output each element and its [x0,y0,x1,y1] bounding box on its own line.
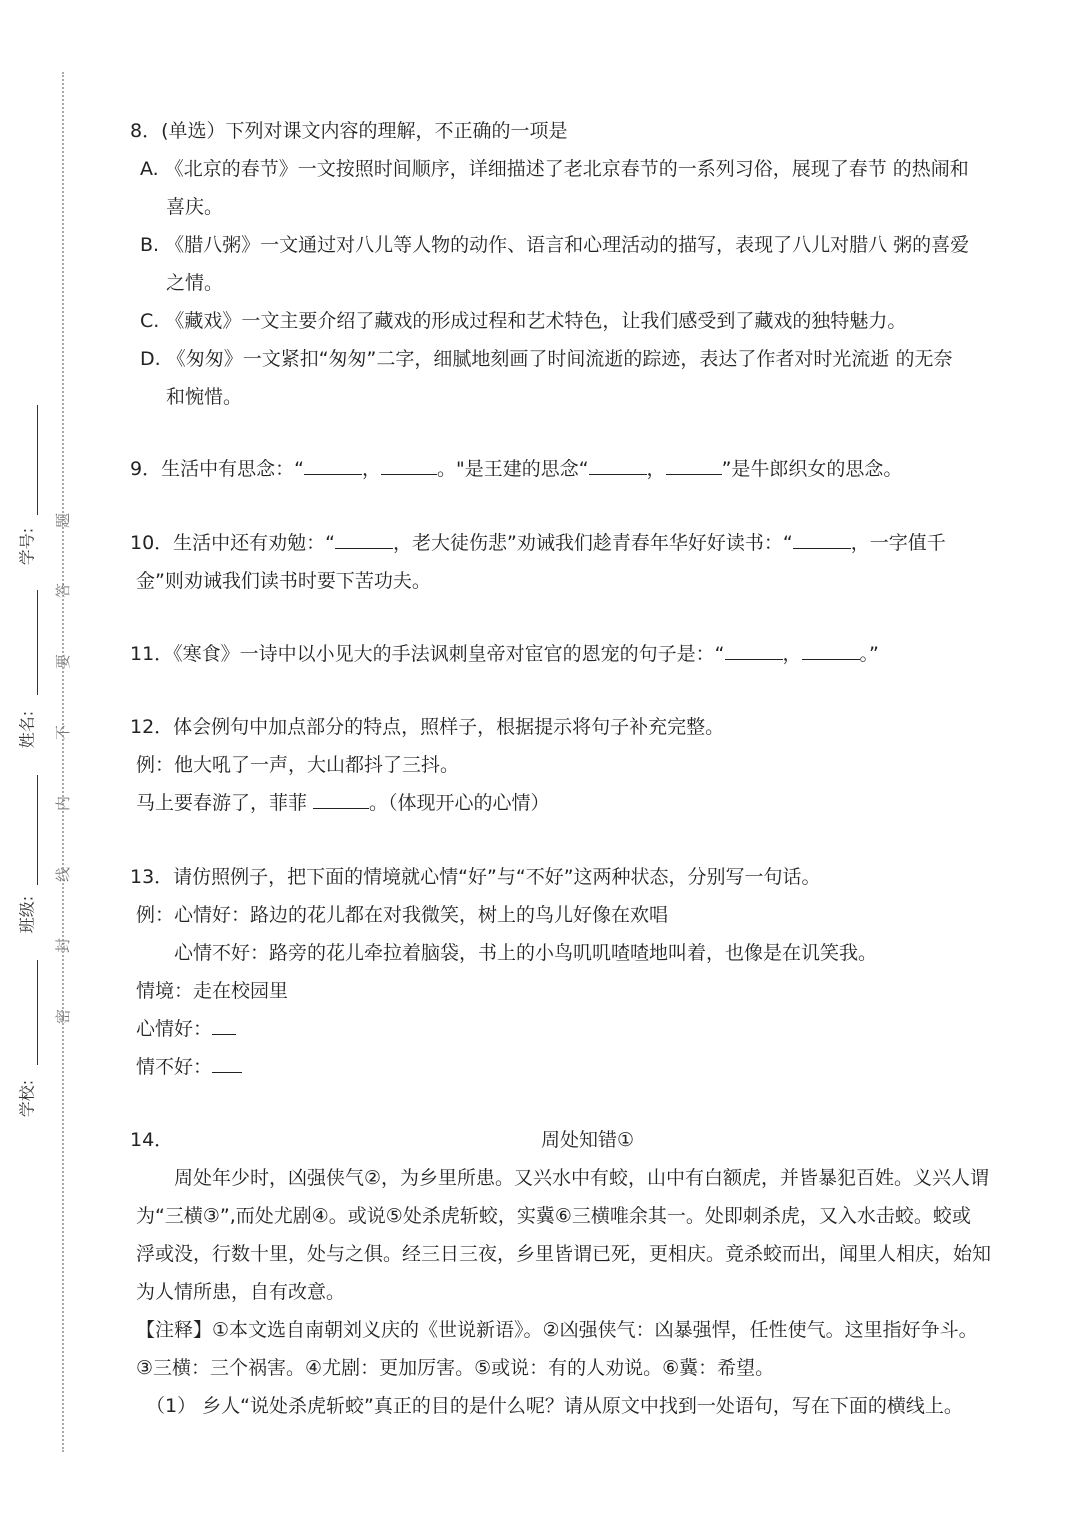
q13-example-bad: 心情不好：路旁的花儿牵拉着脑袋，书上的小鸟叽叽喳喳地叫着，也像是在讥笑我。 [174,942,878,964]
q12-task-text-1: 马上要春游了，菲菲 [136,792,308,814]
seal-char-da: 答 [54,582,73,599]
q8-stem: 8．(单选）下列对课文内容的理解，不正确的一项是 [130,120,568,142]
xuexiao-underline [37,960,38,1065]
q8-option-a-line2: 喜庆。 [166,196,224,218]
q10-text-2: ，老大徒伤悲”劝诫我们趁青春年华好好读书：“ [393,532,793,554]
q11-text-3: 。” [859,643,879,665]
q13-good-label: 心情好： [136,1018,213,1040]
seal-char-xian: 线 [54,866,73,883]
xuexiao-label: 学校: [17,1079,37,1118]
q9-line [130,456,902,482]
seal-char-yao: 要 [54,653,73,670]
xingming-underline [37,590,38,695]
q9-text-3: 。"是王建的思念“ [436,458,589,480]
q13-bad-line [136,1054,242,1080]
q9-blank-1[interactable] [304,456,362,475]
q13-example-good: 例：心情好：路边的花儿都在对我微笑，树上的鸟儿好像在欢唱 [136,904,669,926]
q10-text-1: 10．生活中还有劝勉：“ [130,532,336,554]
xuehao-label: 学号: [17,527,37,566]
q11-blank-1[interactable] [725,641,783,660]
seal-dotted-line [62,72,64,1452]
q13-bad-blank[interactable] [212,1054,242,1073]
xingming-label: 姓名: [17,710,37,749]
q10-blank-1[interactable] [335,530,393,549]
q13-situation: 情境：走在校园里 [136,980,289,1002]
q14-notes-line2: ③三横：三个祸害。④尤剧：更加厉害。⑤或说：有的人劝说。⑥冀：希望。 [136,1357,775,1379]
xuehao-underline [37,405,38,515]
q10-blank-2[interactable] [793,530,851,549]
q9-text-1: 9．生活中有思念：“ [130,458,304,480]
q14-number: 14． [130,1129,174,1151]
q12-example: 例：他大吼了一声，大山都抖了三抖。 [136,754,460,776]
seal-char-feng: 封 [54,937,73,954]
q14-passage-line4: 为人情所患，自有改意。 [136,1281,346,1303]
q10-line2: 金”则劝诫我们读书时要下苦功夫。 [136,570,431,592]
q8-option-c: C. 《藏戏》一文主要介绍了藏戏的形成过程和艺术特色，让我们感受到了藏戏的独特魅力。 [140,310,907,332]
q12-stem: 12．体会例句中加点部分的特点，照样子，根据提示将句子补充完整。 [130,716,725,738]
q11-text-2: ， [782,643,802,665]
q8-option-a-line1: A. 《北京的春节》一文按照时间顺序，详细描述了老北京春节的一系列习俗，展现了春节 的热闹和 [140,158,969,180]
q14-passage-line1: 周处年少时，凶强侠气②，为乡里所患。又兴水中有蛟，山中有白额虎，并皆暴犯百姓。义兴人谓 [174,1167,990,1189]
q14-passage-line3: 浮或没，行数十里，处与之俱。经三日三夜，乡里皆谓已死，更相庆。竟杀蛟而出，闻里人相庆，始知 [136,1243,992,1265]
q14-passage-line2: 为“三横③”,而处尤剧④。或说⑤处杀虎斩蛟，实冀⑥三横唯余其一。处即刺杀虎，又入水击蛟。蛟或 [136,1205,971,1227]
q14-title: 周处知错① [541,1129,635,1151]
banji-label: 班级: [17,895,37,934]
q9-blank-4[interactable] [666,456,722,475]
seal-char-bu: 不 [54,724,73,741]
q14-subquestion-1: （1） 乡人“说处杀虎斩蛟”真正的目的是什么呢？请从原文中找到一处语句，写在下面的横线上。 [146,1395,963,1417]
seal-char-nei: 内 [54,795,73,812]
q8-option-d-line1: D. 《匆匆》一文紧扣“匆匆”二字，细腻地刻画了时间流逝的踪迹，表达了作者对时光流逝 的无奈 [140,348,953,370]
q10-text-3: ，一字值千 [850,532,946,554]
q13-good-line [136,1016,236,1042]
q11-text-1: 11．《寒食》一诗中以小见大的手法讽刺皇帝对宦官的恩宠的句子是：“ [130,643,725,665]
q13-stem: 13．请仿照例子，把下面的情境就心情“好”与“不好”这两种状态，分别写一句话。 [130,866,821,888]
q9-blank-3[interactable] [589,456,647,475]
q13-bad-label: 情不好： [136,1056,213,1078]
q13-good-blank[interactable] [212,1016,236,1035]
q10-line1 [130,530,946,556]
q9-text-2: ， [361,458,381,480]
q14-notes-line1: 【注释】①本文选自南朝刘义庆的《世说新语》。②凶强侠气：凶暴强悍，任性使气。这里指好争斗。 [136,1319,978,1341]
q9-text-4: ， [646,458,666,480]
q12-blank[interactable] [313,790,369,809]
q12-task-text-2: 。（体现开心的心情） [369,792,550,814]
q9-text-5: ”是牛郎织女的思念。 [721,458,903,480]
seal-char-mi: 密 [54,1008,73,1025]
q9-blank-2[interactable] [381,456,437,475]
q11-line [130,641,879,667]
seal-char-ti: 题 [54,512,73,529]
q11-blank-2[interactable] [802,641,860,660]
q8-option-b-line1: B. 《腊八粥》一文通过对八儿等人物的动作、语言和心理活动的描写，表现了八儿对腊八 粥的喜爱 [140,234,970,256]
q8-option-b-line2: 之情。 [166,272,224,294]
banji-underline [37,775,38,885]
q8-option-d-line2: 和惋惜。 [166,386,243,408]
q12-task [136,790,550,816]
